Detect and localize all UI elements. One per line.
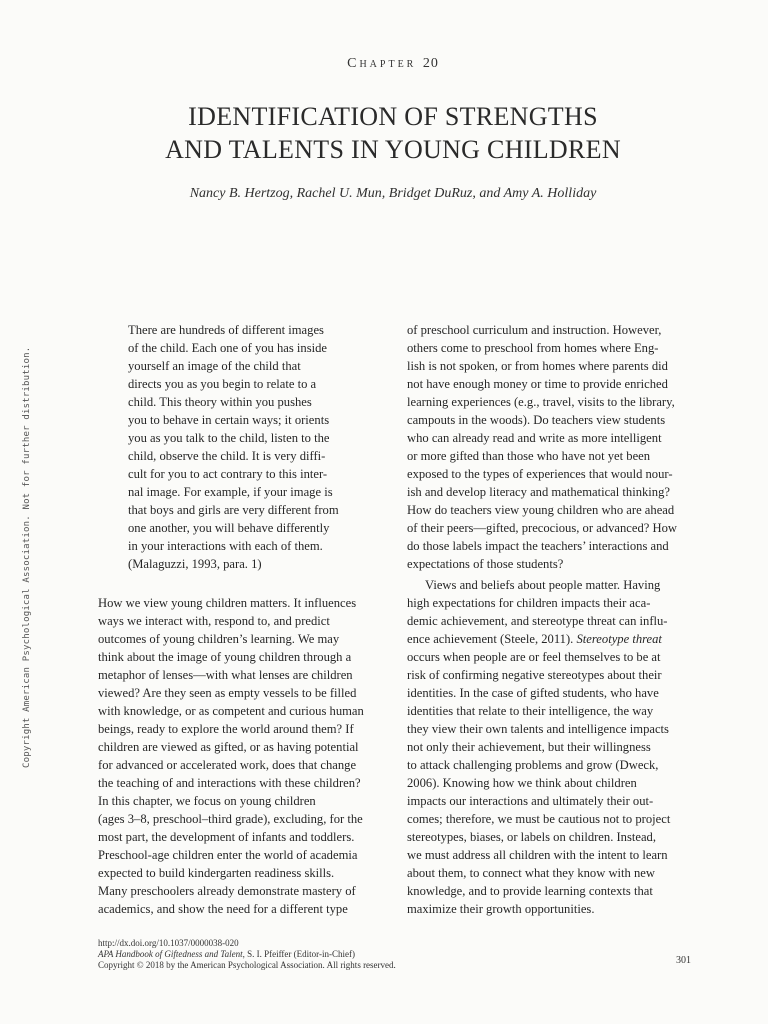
page-footer xyxy=(98,938,396,971)
body-line: the teaching of and interactions with these children? xyxy=(98,776,361,790)
body-line: campouts in the woods). Do teachers view students xyxy=(407,413,666,427)
body-line: ways we interact with, respond to, and predict xyxy=(98,614,330,628)
body-line xyxy=(407,630,662,648)
body-line: knowledge, and to provide learning contexts that xyxy=(407,884,653,898)
body-line: most part, the development of infants and toddlers. xyxy=(98,830,355,844)
body-line: demic achievement, and stereotype threat can influ- xyxy=(407,614,668,628)
quote-line: directs you as you begin to relate to a xyxy=(128,377,317,391)
quote-line: of the child. Each one of you has inside xyxy=(128,341,327,355)
body-line: How do teachers view young children who are ahead xyxy=(407,503,675,517)
body-line: Many preschoolers already demonstrate mastery of xyxy=(98,884,356,898)
body-line: of their peers—gifted, precocious, or advanced? How xyxy=(407,521,677,535)
body-line: to attack challenging problems and grow (Dweck, xyxy=(407,758,659,772)
body-line: we must address all children with the intent to learn xyxy=(407,848,668,862)
body-line: outcomes of young children’s learning. We may xyxy=(98,632,340,646)
body-line: beings, ready to explore the world around them? If xyxy=(98,722,354,736)
quote-line: in your interactions with each of them. xyxy=(128,539,323,553)
body-line: risk of confirming negative stereotypes about their xyxy=(407,668,662,682)
body-line: they view their own talents and intelligence impacts xyxy=(407,722,669,736)
copyright-line: Copyright © 2018 by the American Psychological Association. All rights reserved. xyxy=(98,960,396,970)
handbook-editor: , S. I. Pfeiffer (Editor-in-Chief) xyxy=(242,949,355,959)
body-line: learning experiences (e.g., travel, visits to the library, xyxy=(407,395,675,409)
body-line: occurs when people are or feel themselves to be at xyxy=(407,650,661,664)
body-line: Preschool-age children enter the world of academia xyxy=(98,848,358,862)
body-line: stereotypes, biases, or labels on children. Instead, xyxy=(407,830,657,844)
quote-line: you to behave in certain ways; it orients xyxy=(128,413,330,427)
body-line: for advanced or accelerated work, does that change xyxy=(98,758,357,772)
authors: Nancy B. Hertzog, Rachel U. Mun, Bridget DuRuz, and Amy A. Holliday xyxy=(189,186,597,201)
body-line: not only their achievement, but their willingness xyxy=(407,740,651,754)
body-line: exposed to the types of experiences that would nour- xyxy=(407,467,673,481)
body-line: academics, and show the need for a different type xyxy=(98,902,348,916)
copyright-sidebar: Copyright American Psychological Association. Not for further distribution. xyxy=(22,346,32,768)
chapter-title xyxy=(0,100,768,166)
body-text: ence achievement (Steele, 2011). xyxy=(407,632,574,646)
doi-link[interactable]: http://dx.doi.org/10.1037/0000038-020 xyxy=(98,938,239,948)
body-line: high expectations for children impacts their aca- xyxy=(407,596,651,610)
body-line: expected to build kindergarten readiness skills. xyxy=(98,866,335,880)
title-line-1: IDENTIFICATION OF STRENGTHS xyxy=(188,102,598,131)
body-line: (ages 3–8, preschool–third grade), excluding, for the xyxy=(98,812,363,826)
title-line-2: AND TALENTS IN YOUNG CHILDREN xyxy=(165,135,621,164)
body-line: about them, to connect what they know with new xyxy=(407,866,655,880)
handbook-title: APA Handbook of Giftedness and Talent xyxy=(98,949,243,959)
quote-line: child. This theory within you pushes xyxy=(128,395,312,409)
body-line: comes; therefore, we must be cautious not to project xyxy=(407,812,671,826)
body-line: lish is not spoken, or from homes where parents did xyxy=(407,359,668,373)
chapter-label xyxy=(0,56,768,72)
body-line: who can already read and write as more intelligent xyxy=(407,431,662,445)
body-line: identities. In the case of gifted students, who have xyxy=(407,686,659,700)
quote-line: nal image. For example, if your image is xyxy=(128,485,333,499)
quote-line: cult for you to act contrary to this inter- xyxy=(128,467,328,481)
body-line: metaphor of lenses—with what lenses are children xyxy=(98,668,353,682)
body-line: or more gifted than those who have not yet been xyxy=(407,449,651,463)
body-line: of preschool curriculum and instruction. However, xyxy=(407,323,662,337)
body-line: viewed? Are they seen as empty vessels to be filled xyxy=(98,686,357,700)
quote-line: There are hundreds of different images xyxy=(128,323,324,337)
quote-line: child, observe the child. It is very diffi- xyxy=(128,449,326,463)
body-line: 2006). Knowing how we think about children xyxy=(407,776,637,790)
handbook-citation xyxy=(98,949,396,960)
body-line: do those labels impact the teachers’ interactions and xyxy=(407,539,669,553)
body-line: impacts our interactions and ultimately their out- xyxy=(407,794,654,808)
body-line: with knowledge, or as competent and curious human xyxy=(98,704,364,718)
body-line: children are viewed as gifted, or as having potential xyxy=(98,740,359,754)
quote-line: yourself an image of the child that xyxy=(128,359,301,373)
body-line: others come to preschool from homes where Eng- xyxy=(407,341,659,355)
body-line: How we view young children matters. It influences xyxy=(98,596,357,610)
body-line: ish and develop literacy and mathematical thinking? xyxy=(407,485,670,499)
body-line: maximize their growth opportunities. xyxy=(407,902,595,916)
body-line: think about the image of young children through a xyxy=(98,650,352,664)
body-line: expectations of those students? xyxy=(407,557,564,571)
body-line: not have enough money or time to provide enriched xyxy=(407,377,668,391)
quote-line: that boys and girls are very different from xyxy=(128,503,339,517)
quote-citation: (Malaguzzi, 1993, para. 1) xyxy=(128,557,262,571)
chapter-number: 20 xyxy=(422,56,439,71)
chapter-word: Chapter xyxy=(347,56,417,71)
quote-line: you as you talk to the child, listen to the xyxy=(128,431,330,445)
stereotype-threat-term: Stereotype threat xyxy=(576,632,662,646)
body-line: identities that relate to their intelligence, the way xyxy=(407,704,654,718)
page-number: 301 xyxy=(676,955,691,966)
quote-line: one another, you will behave differently xyxy=(128,521,330,535)
body-line: In this chapter, we focus on young children xyxy=(98,794,316,808)
body-line: Views and beliefs about people matter. Having xyxy=(425,578,661,592)
